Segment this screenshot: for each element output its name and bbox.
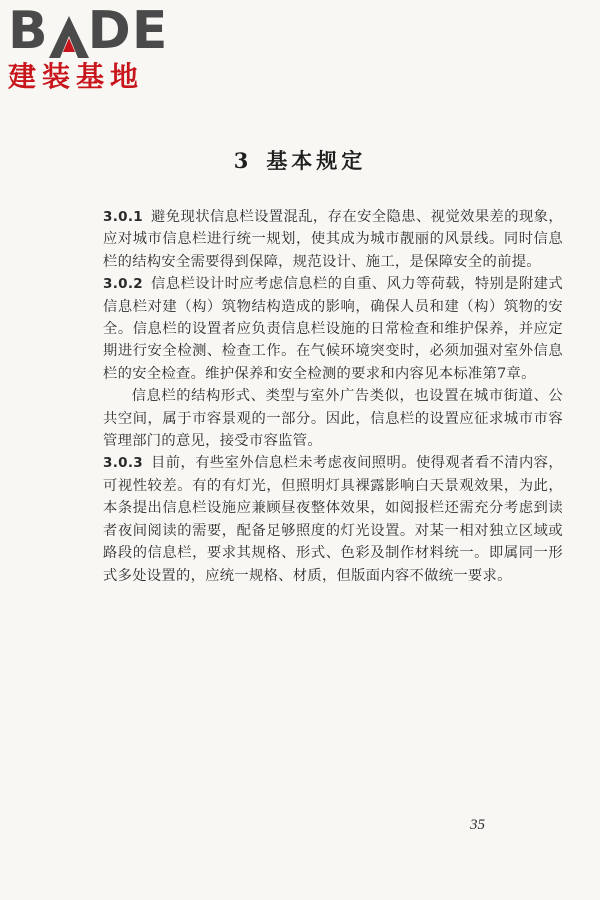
clause-3-0-3 [103,452,563,586]
chapter-title-text: 基本规定 [266,149,367,173]
clause-3-0-2 [103,273,563,385]
logo-letter-e: E [131,1,169,61]
chapter-title [0,145,600,175]
logo-letter-d: D [87,1,132,61]
bade-logo [8,1,183,93]
chapter-number: 3 [233,148,253,173]
clause-number: 3.0.3 [103,455,143,472]
page-number: 35 [470,817,485,833]
logo-wordmark [8,1,183,61]
chapter-body [103,206,563,587]
clause-number: 3.0.1 [103,209,143,225]
clause-text: 避免现状信息栏设置混乱，存在安全隐患、视觉效果差的现象，应对城市信息栏进行统一规划，使其成为城市靓丽的风景线。同时信息栏的结构安全需要得到保障，规范设计、施工，是保障安全的前提。 [103,209,563,270]
logo-a-mark-icon [49,10,87,58]
clause-3-0-2-continuation: 信息栏的结构形式、类型与室外广告类似，也设置在城市街道、公共空间，属于市容景观的一部分。因此，信息栏的设置应征求城市市容管理部门的意见，接受市容监管。 [103,388,563,450]
clause-text: 目前，有些室外信息栏未考虑夜间照明。使得观者看不清内容，可视性较差。有的有灯光，但照明灯具裸露影响白天景观效果，为此，本条提出信息栏设施应兼顾昼夜整体效果，如阅报栏还需充分考虑到读者夜间阅读的需要，配备足够照度的灯光设置。对某一相对独立区域或路段的信息栏，要求其规格、形式、色彩及制作材料统一。即属同一形式多处设置的，应统一规格、材质，但版面内容不做统一要求。 [103,455,563,584]
clause-number: 3.0.2 [103,276,143,293]
logo-chinese-name: 建装基地 [8,60,145,93]
clause-text: 信息栏设计时应考虑信息栏的自重、风力等荷载，特别是附建式信息栏对建（构）筑物结构造成的影响，确保人员和建（构）筑物的安全。信息栏的设置者应负责信息栏设施的日常检查和维护保养，并应定期进行安全检测、检查工作。在气候环境突变时，必须加强对室外信息栏的安全检查。维护保养和安全检测的要求和内容见本标准第7章。 [103,276,563,382]
clause-3-0-1 [103,206,563,273]
logo-letter-b: B [8,1,49,61]
